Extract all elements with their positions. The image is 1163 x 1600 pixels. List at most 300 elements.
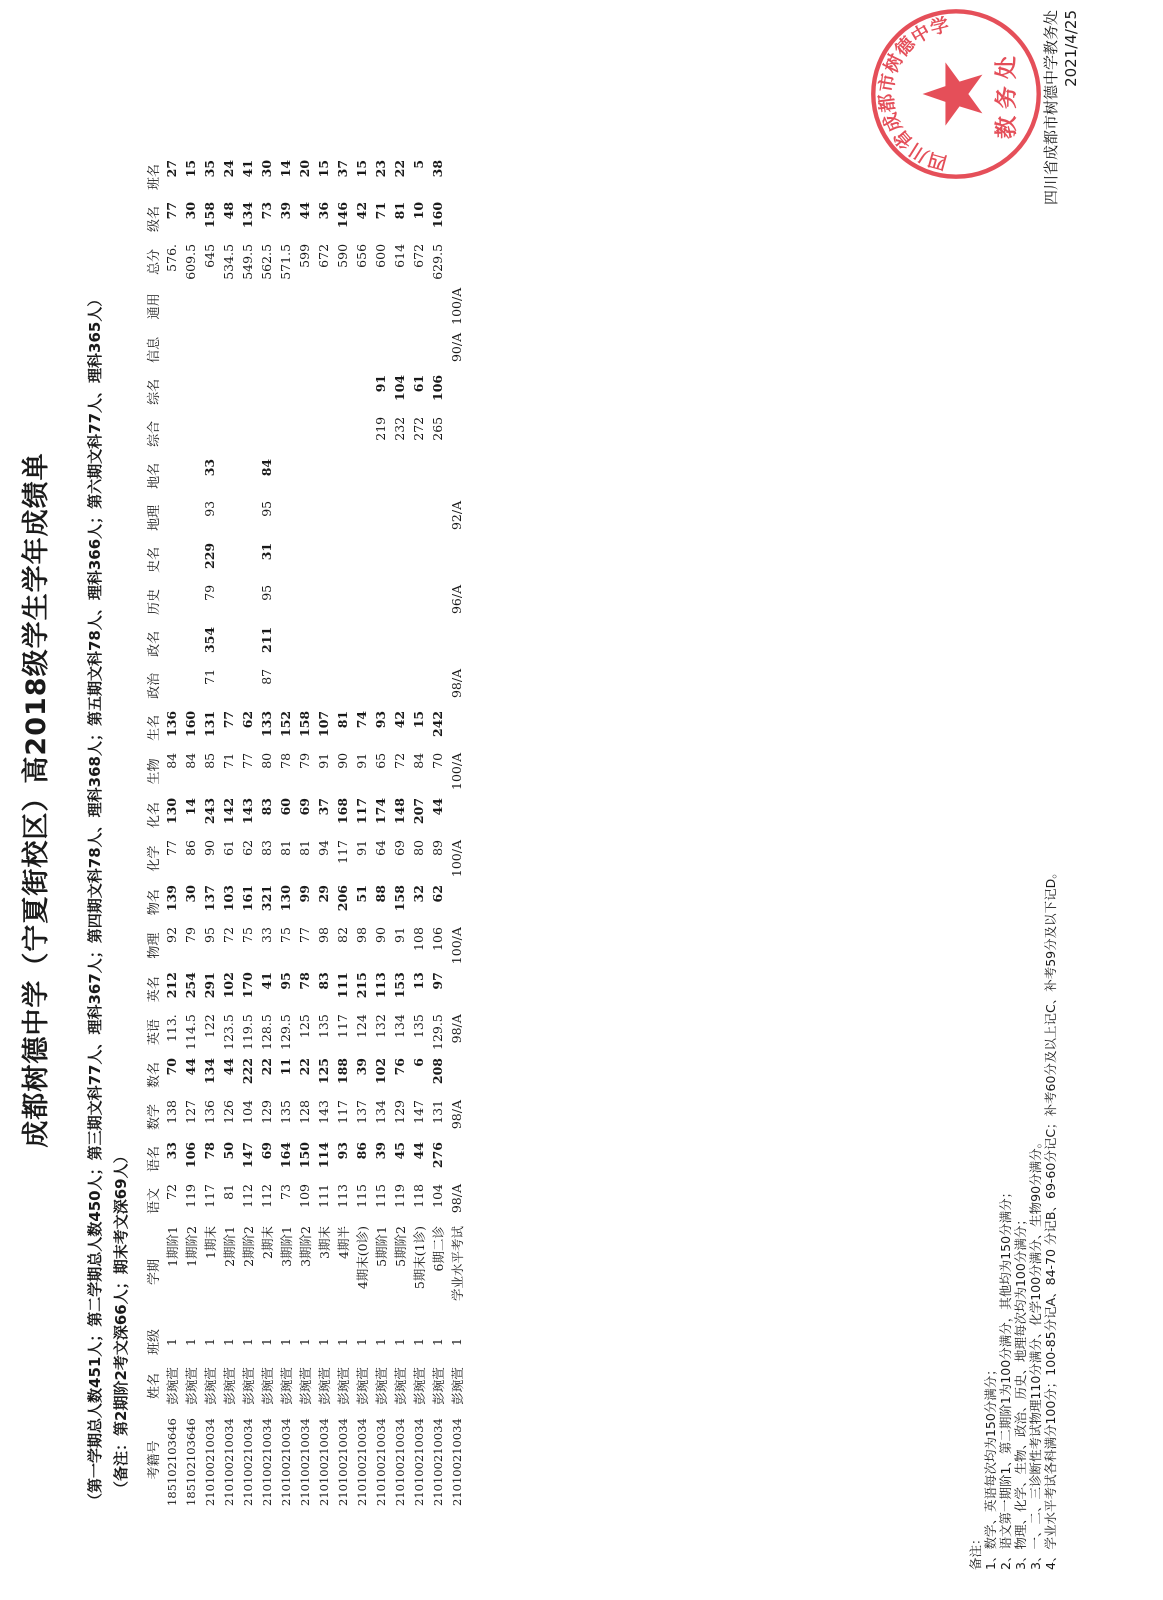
table-cell: 97: [430, 972, 445, 990]
table-cell: [314, 329, 333, 371]
table-cell: [447, 1138, 466, 1180]
table-cell: [295, 329, 314, 371]
table-cell: [371, 497, 390, 539]
table-cell: 93: [335, 1142, 350, 1160]
column-header: 英名: [147, 976, 162, 1003]
table-cell: 222: [240, 1058, 255, 1085]
table-cell: [238, 665, 257, 707]
table-cell: 131: [430, 1100, 445, 1124]
table-cell: 81: [221, 1184, 236, 1200]
table-cell: 146: [335, 201, 350, 229]
table-cell: 590: [335, 243, 350, 268]
table-cell: 彭琬萱: [335, 1367, 351, 1405]
table-cell: [276, 329, 295, 371]
table-cell: 210100210034: [316, 1418, 331, 1506]
table-cell: 65: [373, 752, 388, 769]
table-cell: [238, 539, 257, 581]
table-cell: 127: [183, 1100, 198, 1124]
official-seal: [868, 6, 1044, 182]
table-cell: 645: [202, 243, 217, 268]
table-cell: 15: [183, 159, 198, 178]
table-cell: [371, 284, 390, 329]
table-cell: [219, 539, 238, 581]
table-cell: 23: [373, 159, 388, 178]
column-header: 英语: [147, 1019, 162, 1046]
table-row: [257, 156, 276, 1510]
table-cell: 86: [183, 839, 198, 856]
table-cell: 158: [202, 201, 217, 229]
table-cell: [371, 623, 390, 665]
table-cell: 79: [183, 927, 198, 943]
table-cell: 549.5: [240, 243, 255, 280]
table-cell: 1: [278, 1338, 293, 1346]
table-cell: 91: [373, 374, 388, 393]
table-cell: 137: [202, 885, 217, 912]
table-cell: [295, 665, 314, 707]
table-cell: [447, 623, 466, 665]
table-cell: [181, 581, 200, 623]
table-cell: [409, 539, 428, 581]
table-cell: 129: [392, 1100, 407, 1124]
table-cell: 93: [202, 500, 217, 517]
table-cell: [314, 539, 333, 581]
column-header: 班名: [147, 163, 162, 190]
table-cell: 129.5: [278, 1014, 293, 1050]
table-cell: 彭琬萱: [316, 1367, 332, 1405]
table-cell: [238, 581, 257, 623]
table-row: [371, 156, 390, 1510]
table-cell: [371, 665, 390, 707]
table-cell: 14: [183, 797, 198, 816]
table-cell: 91: [316, 752, 331, 769]
table-cell: 2期阶1: [221, 1226, 237, 1267]
table-cell: [409, 581, 428, 623]
table-cell: 123.5: [221, 1014, 236, 1050]
table-cell: [428, 497, 447, 539]
table-cell: 75: [278, 927, 293, 943]
table-cell: 69: [297, 797, 312, 816]
table-cell: [409, 497, 428, 539]
table-cell: [276, 455, 295, 497]
table-cell: 3期阶1: [278, 1226, 294, 1267]
table-cell: 129: [259, 1100, 274, 1124]
table-cell: 69: [259, 1142, 274, 1160]
table-cell: [447, 1054, 466, 1096]
table-cell: 22: [259, 1058, 274, 1076]
table-cell: [447, 156, 466, 198]
grades-table: [143, 156, 466, 1510]
table-cell: 111: [335, 972, 350, 999]
table-cell: [409, 623, 428, 665]
table-cell: 彭琬萱: [373, 1367, 389, 1405]
table-cell: 5: [411, 159, 426, 169]
table-row: [447, 156, 466, 1510]
table-cell: 44: [411, 1142, 426, 1160]
table-cell: 98/A: [449, 1100, 464, 1130]
column-header: 史名: [147, 546, 162, 573]
svg-text:教务处: 教务处: [994, 49, 1021, 139]
table-cell: 321: [259, 885, 274, 912]
table-cell: 125: [297, 1014, 312, 1039]
table-cell: [333, 371, 352, 413]
table-cell: 106: [183, 1142, 198, 1169]
table-cell: 150: [297, 1142, 312, 1169]
table-cell: [409, 284, 428, 329]
table-cell: [352, 284, 371, 329]
table-cell: 291: [202, 972, 217, 999]
table-cell: [162, 539, 181, 581]
table-cell: [314, 455, 333, 497]
column-header: 化名: [147, 801, 162, 828]
table-cell: 1: [430, 1338, 445, 1346]
table-cell: 210100210034: [240, 1418, 255, 1506]
table-cell: [295, 455, 314, 497]
column-header: 数学: [147, 1104, 162, 1131]
table-cell: 135: [411, 1014, 426, 1039]
table-cell: 89: [430, 839, 445, 856]
column-header: 综名: [147, 378, 162, 405]
table-cell: 212: [164, 972, 179, 999]
table-cell: [162, 413, 181, 455]
table-cell: 50: [221, 1142, 236, 1160]
table-cell: 1: [449, 1338, 464, 1346]
table-body: [162, 156, 466, 1510]
table-cell: 229: [202, 542, 217, 569]
table-cell: 211: [259, 626, 274, 653]
table-cell: 84: [259, 458, 274, 477]
table-cell: 78: [278, 752, 293, 769]
table-cell: [333, 665, 352, 707]
table-cell: 90: [202, 839, 217, 856]
table-cell: 81: [297, 839, 312, 856]
table-cell: 75: [240, 927, 255, 943]
table-cell: 彭琬萱: [240, 1367, 256, 1405]
table-cell: 83: [259, 839, 274, 856]
table-cell: 29: [316, 885, 331, 903]
table-cell: 20: [297, 159, 312, 178]
table-cell: [447, 455, 466, 497]
table-cell: 35: [202, 159, 217, 178]
table-cell: 672: [316, 243, 331, 268]
table-cell: [333, 497, 352, 539]
table-cell: [181, 497, 200, 539]
table-row: [352, 156, 371, 1510]
table-cell: [409, 455, 428, 497]
table-cell: 656: [354, 243, 369, 268]
table-cell: 215: [354, 972, 369, 999]
table-cell: 88: [373, 885, 388, 903]
table-cell: 354: [202, 626, 217, 653]
enrollment-summary: （第一学期总人数451人；第二学期总人数450人；第三期文科77人、理科367人；第四期文科78人、理科368人；第五期文科78人、理科366人；第六期文科77人、理科365人）: [86, 291, 104, 1508]
table-cell: 41: [240, 159, 255, 178]
table-cell: 71: [221, 752, 236, 769]
table-cell: [181, 284, 200, 329]
table-cell: 126: [221, 1100, 236, 1124]
table-cell: 彭琬萱: [202, 1367, 218, 1405]
table-cell: 107: [316, 710, 331, 737]
table-cell: 108: [411, 927, 426, 951]
table-cell: 534.5: [221, 243, 236, 280]
table-row: [162, 156, 181, 1510]
table-row: [295, 156, 314, 1510]
table-cell: 113: [335, 1184, 350, 1208]
table-cell: 18510210364​6: [164, 1418, 179, 1506]
table-cell: 33: [202, 458, 217, 477]
note-line: 1、数学、英语每次均为150分满分；: [983, 1363, 998, 1570]
table-cell: 210100210034: [449, 1418, 464, 1506]
table-cell: [162, 284, 181, 329]
table-cell: [200, 284, 219, 329]
table-cell: 45: [392, 1142, 407, 1160]
column-header: 语文: [147, 1188, 162, 1215]
table-cell: 72: [221, 927, 236, 943]
table-cell: 599: [297, 243, 312, 268]
table-cell: 210100210034: [297, 1418, 312, 1506]
table-cell: 100/A: [449, 927, 464, 965]
table-cell: [314, 284, 333, 329]
table-cell: 41: [259, 972, 274, 990]
table-cell: 27: [164, 159, 179, 178]
table-cell: 210100210034: [430, 1418, 445, 1506]
table-cell: 1: [183, 1338, 198, 1346]
table-row: [200, 156, 219, 1510]
table-cell: 112: [259, 1184, 274, 1208]
table-cell: [257, 371, 276, 413]
column-header: 姓名: [147, 1373, 162, 1400]
table-cell: [295, 497, 314, 539]
table-cell: 609.5: [183, 243, 198, 280]
table-cell: 562.5: [259, 243, 274, 280]
table-cell: 61: [221, 839, 236, 856]
table-cell: 22: [297, 1058, 312, 1076]
table-cell: 84: [411, 752, 426, 769]
table-cell: 143: [316, 1100, 331, 1124]
table-cell: 132: [373, 1014, 388, 1039]
table-cell: 122: [202, 1014, 217, 1039]
table-cell: 92/A: [449, 500, 464, 531]
table-cell: 130: [278, 885, 293, 912]
table-cell: [447, 707, 466, 749]
table-cell: 86: [354, 1142, 369, 1160]
table-cell: 104: [392, 374, 407, 401]
table-cell: 73: [259, 201, 274, 220]
table-cell: 31: [259, 542, 274, 561]
table-cell: [276, 413, 295, 455]
table-cell: [162, 665, 181, 707]
table-cell: 102: [373, 1058, 388, 1085]
table-cell: 87: [259, 668, 274, 685]
table-cell: [219, 665, 238, 707]
table-cell: 30: [183, 201, 198, 220]
table-row: [428, 156, 447, 1510]
table-cell: 185102103646: [183, 1418, 198, 1506]
table-cell: 2期阶2: [240, 1226, 256, 1267]
table-cell: [314, 623, 333, 665]
table-cell: 128: [297, 1100, 312, 1124]
column-header: 级名: [147, 205, 162, 232]
table-cell: 158: [297, 710, 312, 737]
table-cell: [447, 371, 466, 413]
table-cell: 265: [430, 416, 445, 441]
table-cell: 104: [240, 1100, 255, 1124]
table-cell: [333, 455, 352, 497]
table-cell: 彭琬萱: [392, 1367, 408, 1405]
table-cell: 95: [202, 927, 217, 943]
table-cell: [428, 455, 447, 497]
table-cell: 91: [354, 839, 369, 856]
table-cell: [276, 581, 295, 623]
table-cell: [219, 371, 238, 413]
table-cell: 72: [164, 1184, 179, 1200]
table-cell: 160: [183, 710, 198, 737]
table-cell: 32: [411, 885, 426, 903]
table-cell: 70: [164, 1058, 179, 1076]
table-cell: 206: [335, 885, 350, 912]
table-cell: [257, 329, 276, 371]
table-cell: 44: [221, 1058, 236, 1076]
table-cell: 158: [392, 885, 407, 912]
column-header: 地理: [147, 504, 162, 531]
table-cell: 103: [221, 885, 236, 912]
table-cell: 614: [392, 243, 407, 268]
table-cell: 153: [392, 972, 407, 999]
table-cell: 118: [411, 1184, 426, 1208]
table-cell: 276: [430, 1142, 445, 1169]
table-cell: 135: [316, 1014, 331, 1039]
table-cell: [447, 198, 466, 240]
table-cell: 彭琬萱: [411, 1367, 427, 1405]
table-cell: 119: [183, 1184, 198, 1208]
table-cell: 600: [373, 243, 388, 268]
table-cell: 114: [316, 1142, 331, 1169]
table-cell: 14: [278, 159, 293, 178]
table-cell: [238, 455, 257, 497]
table-cell: [238, 413, 257, 455]
table-cell: [162, 455, 181, 497]
table-cell: [390, 455, 409, 497]
table-cell: [238, 329, 257, 371]
table-cell: [428, 539, 447, 581]
table-row: [314, 156, 333, 1510]
table-cell: 99: [297, 885, 312, 903]
column-header: 政名: [147, 630, 162, 657]
table-cell: [352, 581, 371, 623]
table-cell: 84: [183, 752, 198, 769]
table-cell: 4期末(0诊): [354, 1226, 370, 1290]
table-cell: 6期二诊: [430, 1226, 446, 1272]
table-cell: 210100210034: [373, 1418, 388, 1506]
table-cell: 彭琬萱: [278, 1367, 294, 1405]
table-cell: 91: [354, 752, 369, 769]
table-cell: 134: [240, 201, 255, 229]
table-cell: 148: [392, 797, 407, 825]
table-cell: 219: [373, 416, 388, 441]
table-cell: 134: [202, 1058, 217, 1085]
table-cell: 78: [297, 972, 312, 990]
table-cell: 37: [316, 797, 331, 816]
table-cell: 136: [202, 1100, 217, 1124]
table-cell: 210100210034: [411, 1418, 426, 1506]
table-cell: 576.: [164, 243, 179, 272]
table-cell: 77: [240, 752, 255, 769]
table-cell: 152: [278, 710, 293, 737]
table-cell: 210100210034: [259, 1418, 274, 1506]
table-cell: 80: [259, 752, 274, 769]
table-cell: [219, 329, 238, 371]
table-cell: 672: [411, 243, 426, 268]
table-cell: [371, 455, 390, 497]
table-cell: 6: [411, 1058, 426, 1067]
table-cell: 78: [202, 1142, 217, 1160]
table-cell: 130: [164, 797, 179, 825]
table-cell: [390, 665, 409, 707]
column-header: 考籍号: [147, 1440, 162, 1480]
table-cell: 15: [316, 159, 331, 178]
table-cell: 232: [392, 416, 407, 441]
table-cell: 1: [164, 1338, 179, 1346]
table-cell: 61: [411, 374, 426, 393]
table-cell: [447, 794, 466, 836]
table-cell: 81: [335, 710, 350, 729]
table-cell: 1: [354, 1338, 369, 1346]
note-line: 2、语文第一期阶1、第二期阶1为100分满分，其他均为150分满分；: [998, 1185, 1013, 1570]
table-cell: [409, 329, 428, 371]
table-cell: 彭琬萱: [430, 1367, 446, 1405]
table-cell: 48: [221, 201, 236, 220]
table-cell: [162, 371, 181, 413]
table-cell: [219, 455, 238, 497]
table-cell: 210100210034: [221, 1418, 236, 1506]
table-cell: 133: [259, 710, 274, 737]
column-header: 综合: [147, 420, 162, 447]
table-cell: 95: [259, 584, 274, 601]
table-cell: 135: [278, 1100, 293, 1124]
table-cell: [219, 623, 238, 665]
table-cell: 70: [430, 752, 445, 769]
table-cell: [295, 623, 314, 665]
table-cell: 76: [392, 1058, 407, 1076]
table-cell: 37: [335, 159, 350, 178]
column-header: 班级: [147, 1329, 162, 1356]
table-cell: 彭琬萱: [354, 1367, 370, 1405]
table-cell: 188: [335, 1058, 350, 1085]
table-cell: 210100210034: [335, 1418, 350, 1506]
table-cell: 104: [430, 1184, 445, 1208]
table-cell: 4期半: [335, 1226, 351, 1259]
table-cell: 1: [392, 1338, 407, 1346]
table-cell: 117: [335, 839, 350, 864]
table-cell: [390, 497, 409, 539]
table-cell: [428, 665, 447, 707]
table-cell: 30: [183, 885, 198, 903]
table-cell: [257, 413, 276, 455]
table-cell: [181, 665, 200, 707]
table-cell: [447, 539, 466, 581]
table-cell: 1: [202, 1338, 217, 1346]
table-header-row: [143, 156, 162, 1510]
table-cell: [219, 284, 238, 329]
table-cell: [314, 497, 333, 539]
table-cell: 142: [221, 797, 236, 825]
table-cell: 210100210034: [392, 1418, 407, 1506]
table-cell: [447, 240, 466, 284]
table-cell: [295, 371, 314, 413]
table-cell: 39: [278, 201, 293, 220]
table-cell: [390, 581, 409, 623]
table-cell: 44: [430, 797, 445, 816]
table-cell: 137: [354, 1100, 369, 1124]
table-cell: 207: [411, 797, 426, 825]
